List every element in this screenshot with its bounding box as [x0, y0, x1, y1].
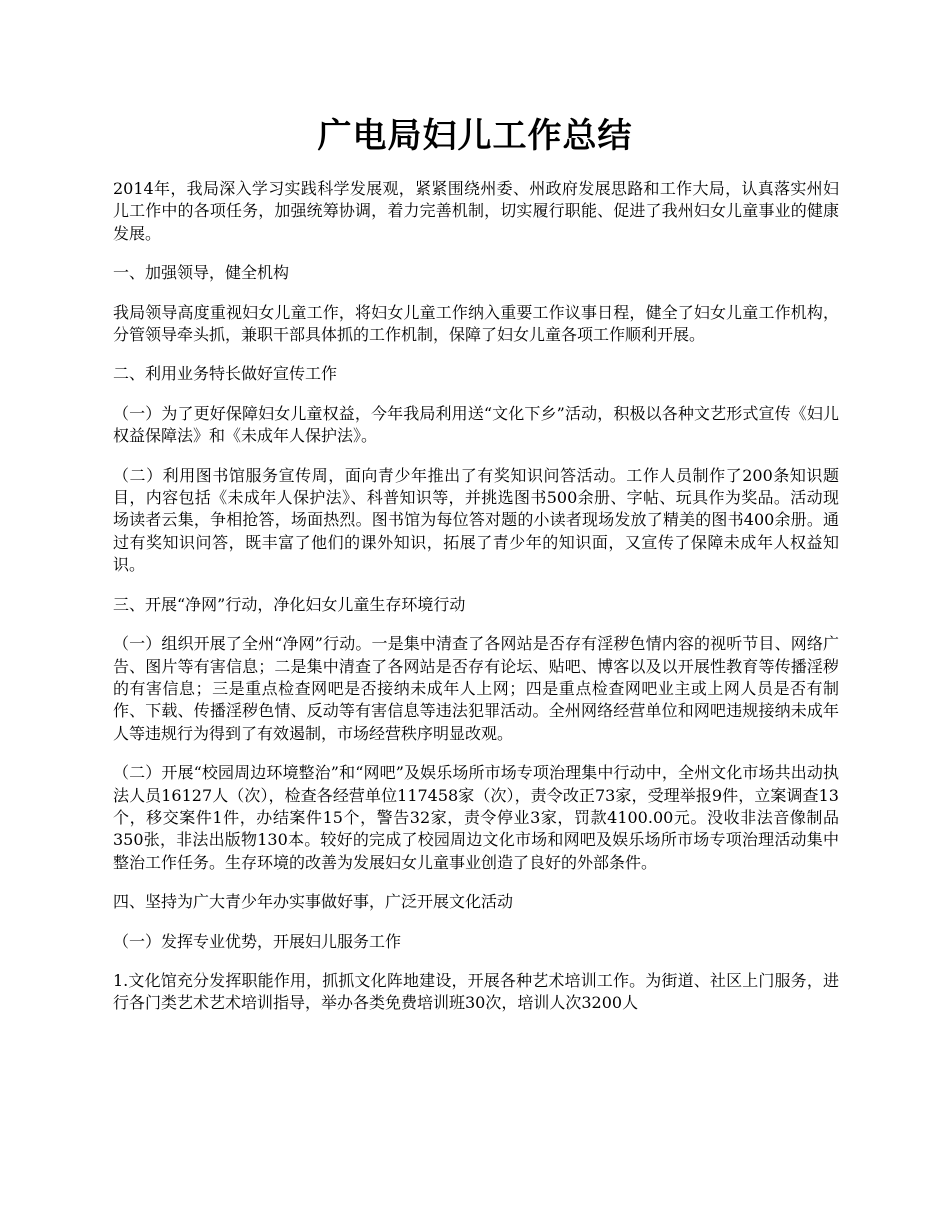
section-heading-1: 一、加强领导，健全机构 [113, 263, 290, 283]
section-3-paragraph-1: （一）组织开展了全州“净网”行动。一是集中清查了各网站是否存有淫秽色情内容的视听节目、网络广告、图片等有害信息；二是集中清查了各网站是否存有论坛、贴吧、博客以及以开展性教育等传播淫秽的有害信息；三是重点检查网吧是否接纳未成年人上网；四是重点检查网吧业主或上网人员是否有制作、下载、传播淫秽色情、反动等有害信息等违法犯罪活动。全州网络经营单位和网吧违规接纳未成年人等违规行为得到了有效遏制，市场经营秩序明显改观。 [113, 634, 839, 743]
section-heading-2: 二、利用业务特长做好宣传工作 [113, 364, 338, 384]
subsection-heading-4-1: （一）发挥专业优势，开展妇儿服务工作 [113, 931, 402, 951]
section-2-paragraph-1: （一）为了更好保障妇女儿童权益，今年我局利用送“文化下乡”活动，积极以各种文艺形式宣传《妇儿权益保障法》和《未成年人保护法》。 [113, 403, 839, 446]
section-heading-4: 四、坚持为广大青少年办实事做好事，广泛开展文化活动 [113, 892, 514, 912]
section-3-paragraph-2: （二）开展“校园周边环境整治”和“网吧”及娱乐场所市场专项治理集中行动中，全州文化市场共出动执法人员16127人（次），检查各经营单位117458家（次），责令改正73家，受理举报9件，立案调查13个，移交案件1件，办结案件15个，警告32家，责令停业3家，罚款4100.00元。没收非法音像制品350张，非法出版物130本。较好的完成了校园周边文化市场和网吧及娱乐场所市场专项治理活动集中整治工作任务。生存环境的改善为发展妇女儿童事业创造了良好的外部条件。 [113, 763, 839, 872]
section-2-paragraph-2: （二）利用图书馆服务宣传周，面向青少年推出了有奖知识问答活动。工作人员制作了200条知识题目，内容包括《未成年人保护法》、科普知识等，并挑选图书500余册、字帖、玩具作为奖品。活动现场读者云集，争相抢答，场面热烈。图书馆为每位答对题的小读者现场发放了精美的图书400余册。通过有奖知识问答，既丰富了他们的课外知识，拓展了青少年的知识面，又宣传了保障未成年人权益知识。 [113, 465, 839, 575]
section-1-paragraph: 我局领导高度重视妇女儿童工作，将妇女儿童工作纳入重要工作议事日程，健全了妇女儿童工作机构，分管领导牵头抓，兼职干部具体抓的工作机制，保障了妇女儿童各项工作顺利开展。 [113, 302, 839, 345]
page-title: 广电局妇儿工作总结 [317, 116, 633, 156]
document-body [113, 178, 839, 1032]
section-4-paragraph-1: 1.文化馆充分发挥职能作用，抓抓文化阵地建设，开展各种艺术培训工作。为街道、社区上门服务，进行各门类艺术艺术培训指导，举办各类免费培训班30次，培训人次3200人 [113, 970, 839, 1013]
intro-paragraph: 2014年，我局深入学习实践科学发展观，紧紧围绕州委、州政府发展思路和工作大局，认真落实州妇儿工作中的各项任务，加强统筹协调，着力完善机制，切实履行职能、促进了我州妇女儿童事业的健康发展。 [113, 179, 839, 243]
section-heading-3: 三、开展“净网”行动，净化妇女儿童生存环境行动 [113, 594, 466, 614]
